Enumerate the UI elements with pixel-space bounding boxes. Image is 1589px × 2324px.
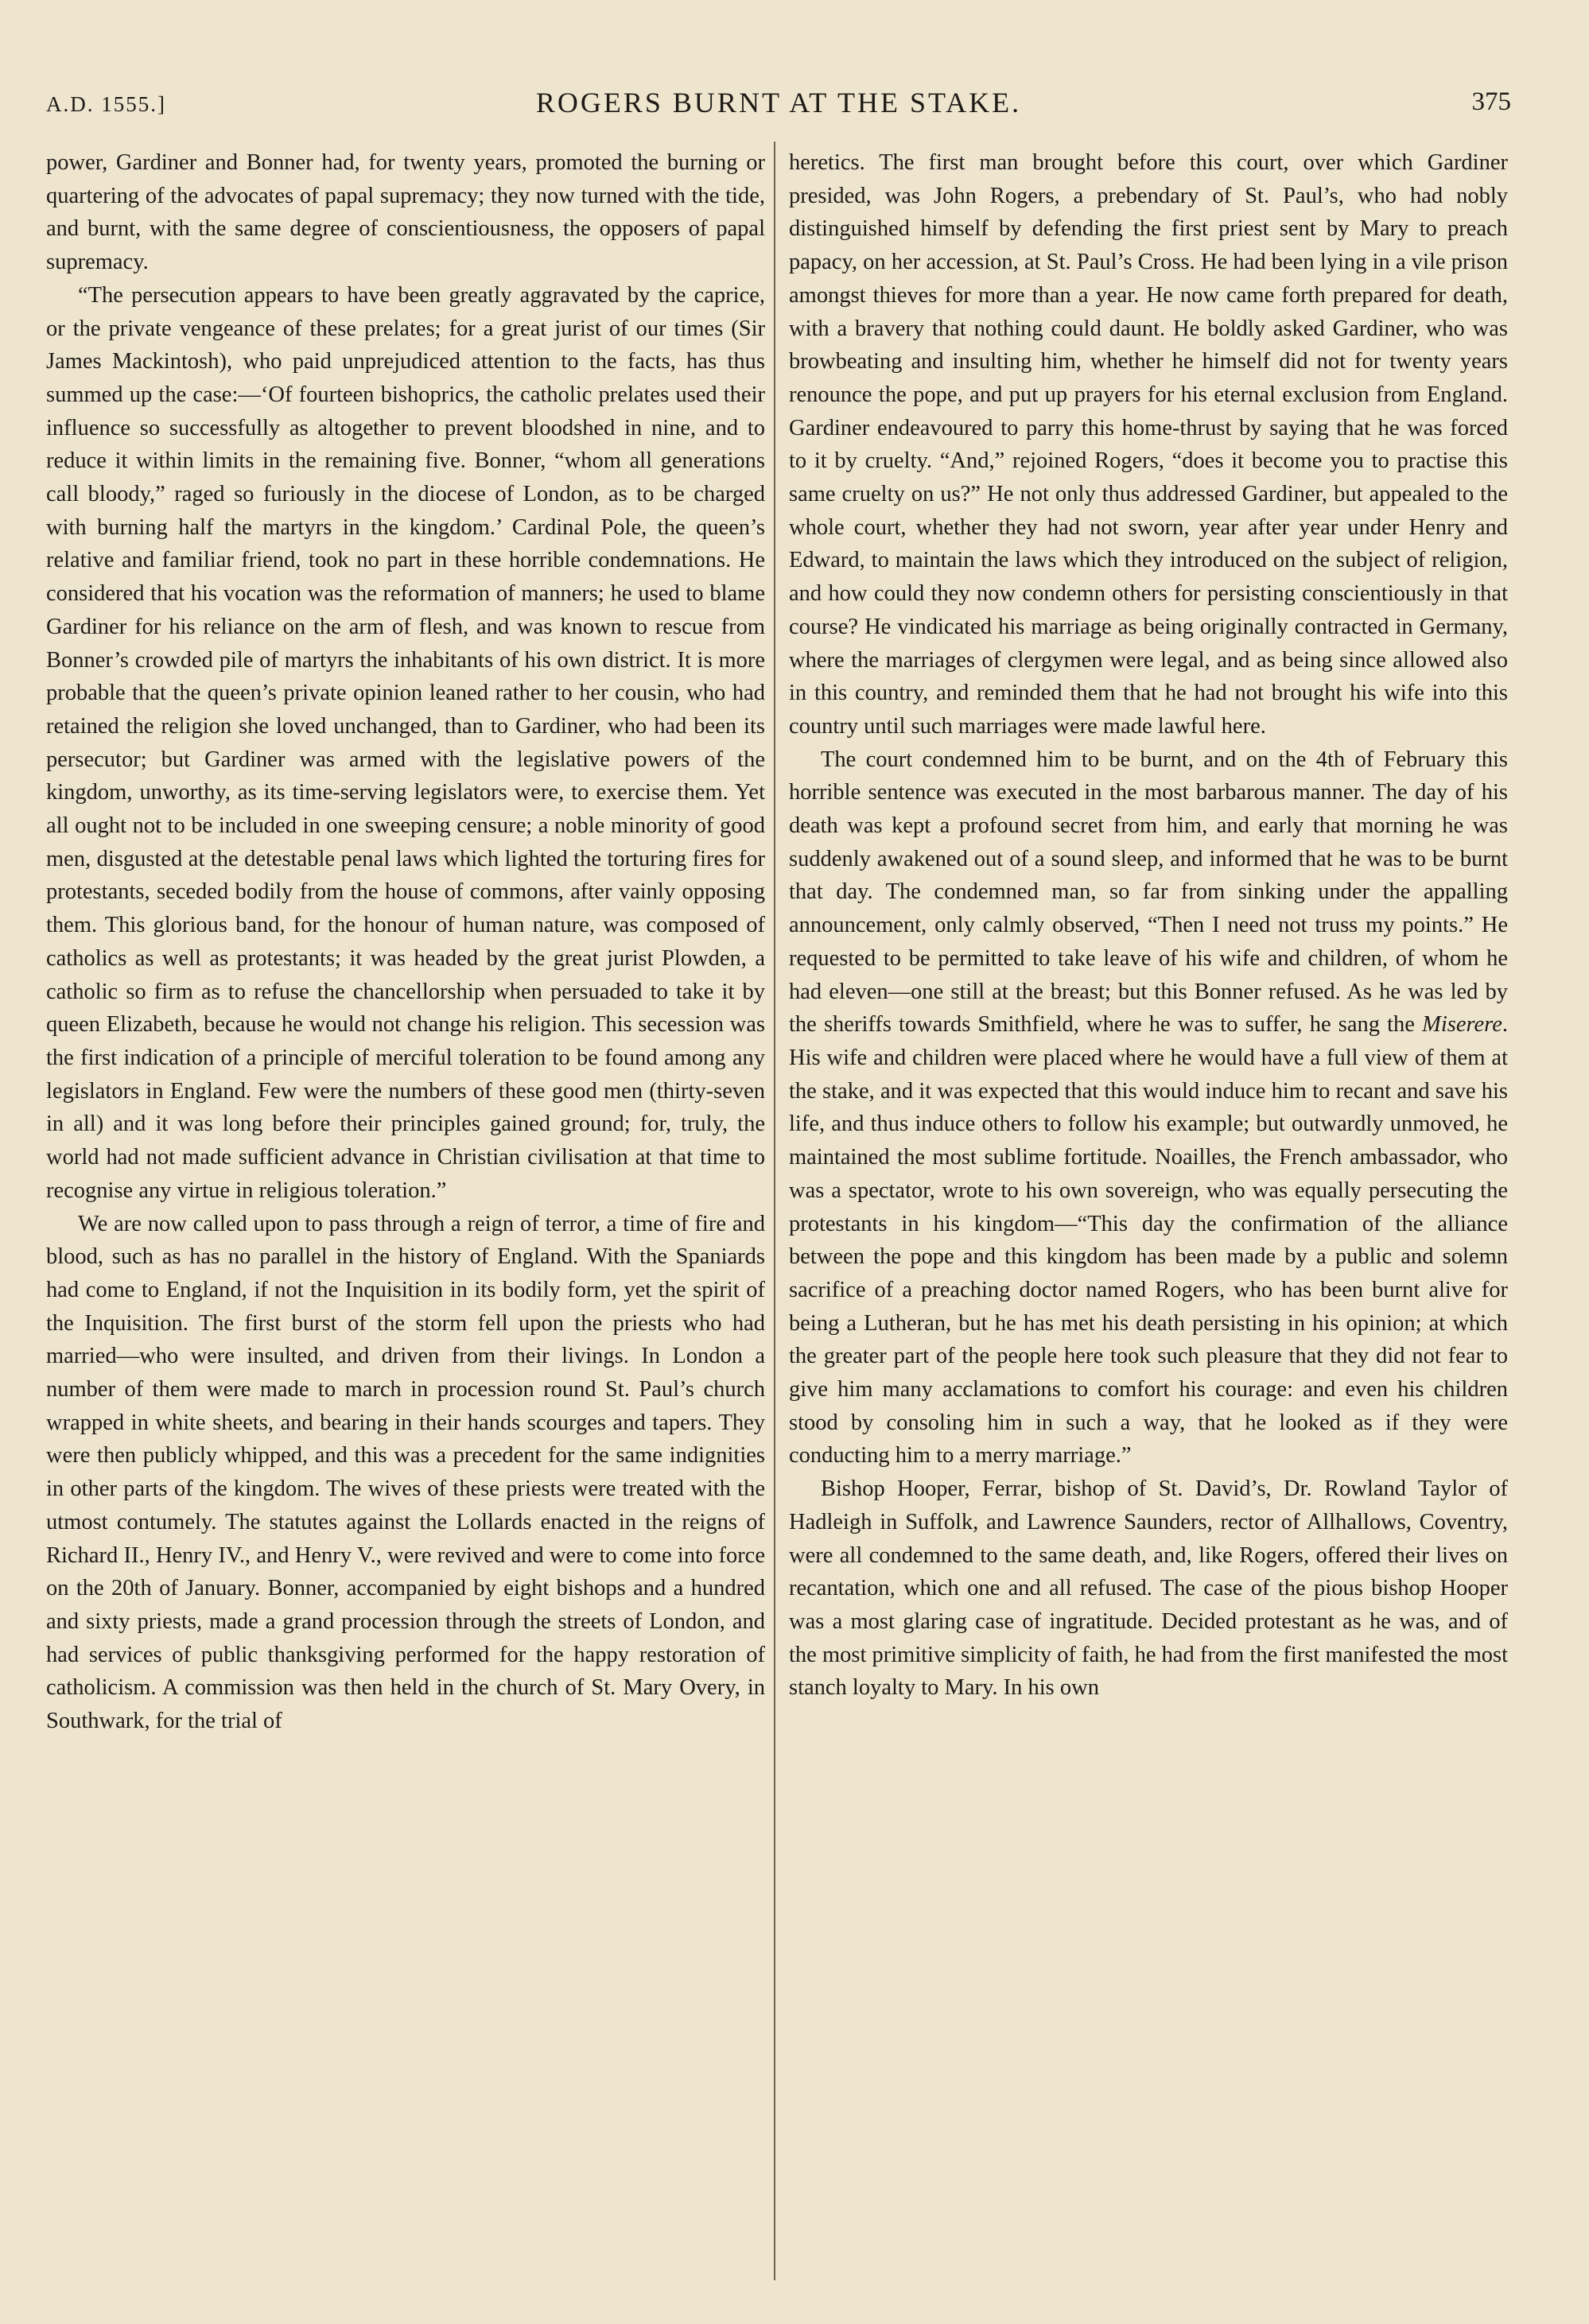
- paragraph: Bishop Hooper, Ferrar, bishop of St. David’s, Dr. Rowland Taylor of Hadleigh in Suffolk, and Lawrence Saunders, rector of Allhallows, Coventry, were all condemned to the same death, and, like Rogers, offered their lives on recantation, which one and all refused. The case of the pious bishop Hooper was a most glaring case of ingratitude. Decided protestant as he was, and of the most primitive simplicity of faith, he had from the first manifested the most stanch loyalty to Mary. In his own: [789, 1476, 1508, 1701]
- paragraph: power, Gardiner and Bonner had, for twenty years, promoted the burning or quartering of the advocates of papal supremacy; they now turned with the tide, and burnt, with the same degree of conscientiousness, the opposers of papal supremacy.: [46, 150, 765, 275]
- page-number: 375: [1471, 87, 1511, 116]
- header-date: A.D. 1555.]: [46, 92, 166, 116]
- paragraph: heretics. The first man brought before this court, over which Gardiner presided, was John Rogers, a prebendary of St. Paul’s, who had nobly distinguished himself by defending the first priest sent by Mary to preach papacy, on her accession, at St. Paul’s Cross. He had been lying in a vile prison amongst thieves for more than a year. He now came forth prepared for death, with a bravery that nothing could daunt. He boldly asked Gardiner, who was browbeating and insulting him, whether he himself did not for twenty years renounce the pope, and put up prayers for his eternal exclusion from England. Gardiner endeavoured to parry this home-thrust by saying that he was forced to it by cruelty. “And,” rejoined Rogers, “does it become you to practise this same cruelty on us?” He not only thus addressed Gardiner, but appealed to the whole court, whether they had not sworn, year after year under Henry and Edward, to maintain the laws which they introduced on the subject of religion, and how could they now condemn others for persisting conscientiously in that course? He vindicated his marriage as being originally contracted in Germany, where the marriages of clergymen were legal, and as being since allowed also in this country, and reminded them that he had not brought his wife into this country until such marriages were made lawful here.: [789, 150, 1508, 739]
- paragraph: “The persecution appears to have been greatly aggravated by the caprice, or the private vengeance of these prelates; for a great jurist of our times (Sir James Mackintosh), who paid unprejudiced attention to the facts, has thus summed up the case:—‘Of fourteen bishoprics, the catholic prelates used their influence so successfully as altogether to prevent bloodshed in nine, and to reduce it within limits in the remaining five. Bonner, “whom all generations call bloody,” raged so furiously in the diocese of London, as to be charged with burning half the martyrs in the kingdom.’ Cardinal Pole, the queen’s relative and familiar friend, took no part in these horrible condemnations. He considered that his vocation was the reformation of manners; he used to blame Gardiner for his reliance on the arm of flesh, and was known to rescue from Bonner’s crowded pile of martyrs the inhabitants of his own district. It is more probable that the queen’s private opinion leaned rather to her cousin, who had retained the religion she loved unchanged, than to Gardiner, who had been its persecutor; but Gardiner was armed with the legislative powers of the kingdom, unworthy, as its time-serving legislators were, to exercise them. Yet all ought not to be included in one sweeping censure; a noble minority of good men, disgusted at the detestable penal laws which lighted the torturing fires for protestants, seceded bodily from the house of commons, after vainly opposing them. This glorious band, for the honour of human nature, was composed of catholics as well as protestants; it was headed by the great jurist Plowden, a catholic so firm as to refuse the chancellorship when persuaded to take it by queen Elizabeth, because he would not change his religion. This secession was the first indication of a principle of merciful toleration to be found among any legislators in England. Few were the numbers of these good men (thirty-seven in all) and it was long before their principles gained ground; for, truly, the world had not made sufficient advance in Christian civilisation at that time to recognise any virtue in religious toleration.”: [46, 282, 765, 1203]
- page-title: ROGERS BURNT AT THE STAKE.: [535, 87, 1022, 118]
- italic-word: Miserere: [1422, 1012, 1502, 1038]
- right-column: [789, 146, 1508, 1705]
- left-column: [46, 146, 765, 1738]
- page-header: [46, 86, 1511, 126]
- paragraph: We are now called upon to pass through a reign of terror, a time of fire and blood, such as has no parallel in the history of England. With the Spaniards had come to England, if not the Inquisition in its bodily form, yet the spirit of the Inquisition. The first burst of the storm fell upon the priests who had married—who were insulted, and driven from their livings. In London a number of them were made to march in procession round St. Paul’s church wrapped in white sheets, and bearing in their hands scourges and tapers. They were then publicly whipped, and this was a precedent for the same indignities in other parts of the kingdom. The wives of these priests were treated with the utmost contumely. The statutes against the Lollards enacted in the reigns of Richard II., Henry IV., and Henry V., were revived and were to come into force on the 20th of January. Bonner, accompanied by eight bishops and a hundred and sixty priests, made a grand procession through the streets of London, and had services of public thanksgiving performed for the happy restoration of catholicism. A commission was then held in the church of St. Mary Overy, in Southwark, for the trial of: [46, 1211, 765, 1734]
- paragraph: The court condemned him to be burnt, and on the 4th of February this horrible sentence was executed in the most barbarous manner. The day of his death was kept a profound secret from him, and early that morning he was suddenly awakened out of a sound sleep, and informed that he was to be burnt that day. The condemned man, so far from sinking under the appalling announcement, only calmly observed, “Then I need not truss my points.” He requested to be permitted to take leave of his wife and children, of whom he had eleven—one still at the breast; but this Bonner refused. As he was led by the sheriffs towards Smithfield, where he was to suffer, he sang the Miserere. His wife and children were placed where he would have a full view of them at the stake, and it was expected that this would induce him to recant and save his life, and thus induce others to follow his example; but outwardly unmoved, he maintained the most sublime fortitude. Noailles, the French ambassador, who was a spectator, wrote to his own sovereign, who was equally persecuting the protestants in his kingdom—“This day the confirmation of the alliance between the pope and this kingdom has been made by a public and solemn sacrifice of a preaching doctor named Rogers, who has been burnt alive for being a Lutheran, but he has met his death persisting in his opinion; at which the greater part of the people here took such pleasure that they did not fear to give him many acclamations to comfort his courage: and even his children stood by consoling him in such a way, that he looked as if they were conducting him to a merry marriage.”: [789, 747, 1508, 1469]
- column-divider: [774, 142, 775, 2280]
